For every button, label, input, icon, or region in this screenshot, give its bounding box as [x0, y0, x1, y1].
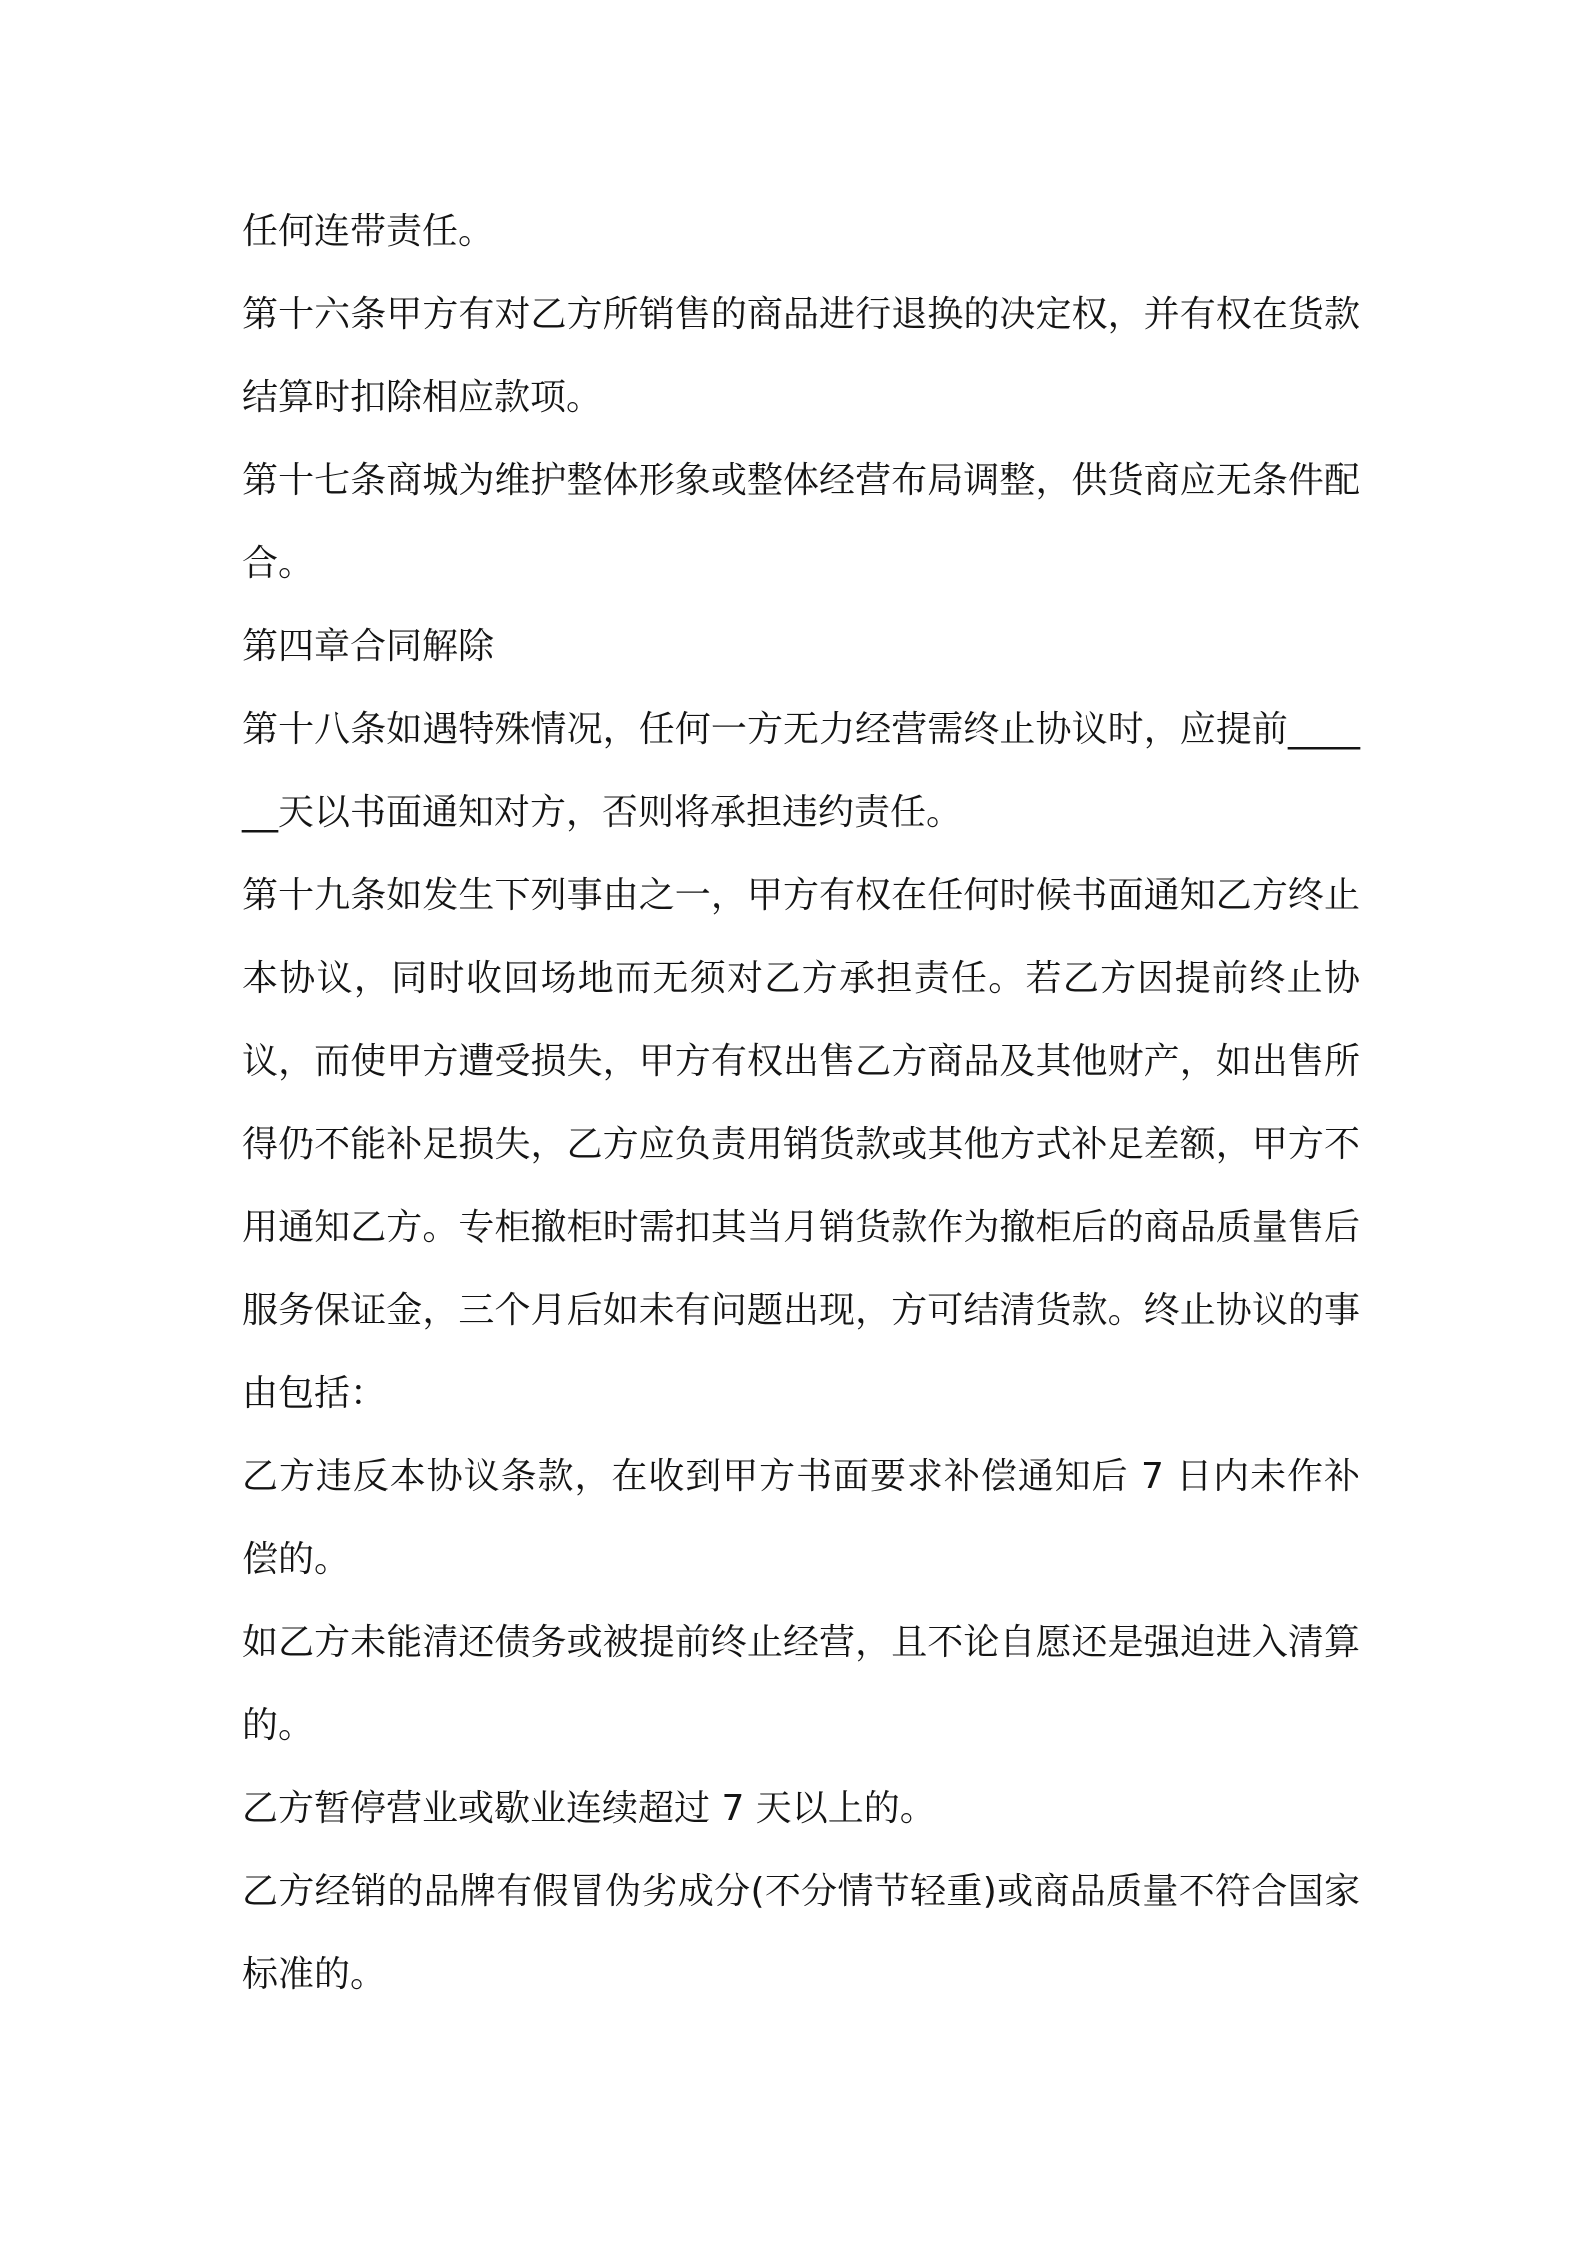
paragraph-article-16: 第十六条甲方有对乙方所销售的商品进行退换的决定权，并有权在货款结算时扣除相应款项。 — [242, 294, 1360, 418]
paragraph-article-18: 第十八条如遇特殊情况，任何一方无力经营需终止协议时，应提前______天以书面通知对方，否则将承担违约责任。 — [242, 709, 1360, 833]
termination-reason-debt: 如乙方未能清还债务或被提前终止经营，且不论自愿还是强迫进入清算的。 — [242, 1622, 1360, 1746]
paragraph-article-17: 第十七条商城为维护整体形象或整体经营布局调整，供货商应无条件配合。 — [242, 460, 1360, 584]
chapter-heading-termination: 第四章合同解除 — [242, 626, 495, 667]
paragraph-liability-continued: 任何连带责任。 — [242, 211, 495, 252]
termination-reason-breach: 乙方违反本协议条款，在收到甲方书面要求补偿通知后 7 日内未作补偿的。 — [242, 1456, 1360, 1580]
termination-reason-suspension: 乙方暂停营业或歇业连续超过 7 天以上的。 — [242, 1788, 936, 1829]
paragraph-article-19: 第十九条如发生下列事由之一，甲方有权在任何时候书面通知乙方终止本协议，同时收回场地而无须对乙方承担责任。若乙方因提前终止协议，而使甲方遭受损失，甲方有权出售乙方商品及其他财产，如出售所得仍不能补足损失，乙方应负责用销货款或其他方式补足差额，甲方不用通知乙方。专柜撤柜时需扣其当月销货款作为撤柜后的商品质量售后服务保证金，三个月后如未有问题出现，方可结清货款。终止协议的事由包括： — [242, 875, 1360, 1414]
document-body — [242, 190, 1360, 2016]
termination-reason-counterfeit: 乙方经销的品牌有假冒伪劣成分(不分情节轻重)或商品质量不符合国家标准的。 — [242, 1871, 1360, 1995]
